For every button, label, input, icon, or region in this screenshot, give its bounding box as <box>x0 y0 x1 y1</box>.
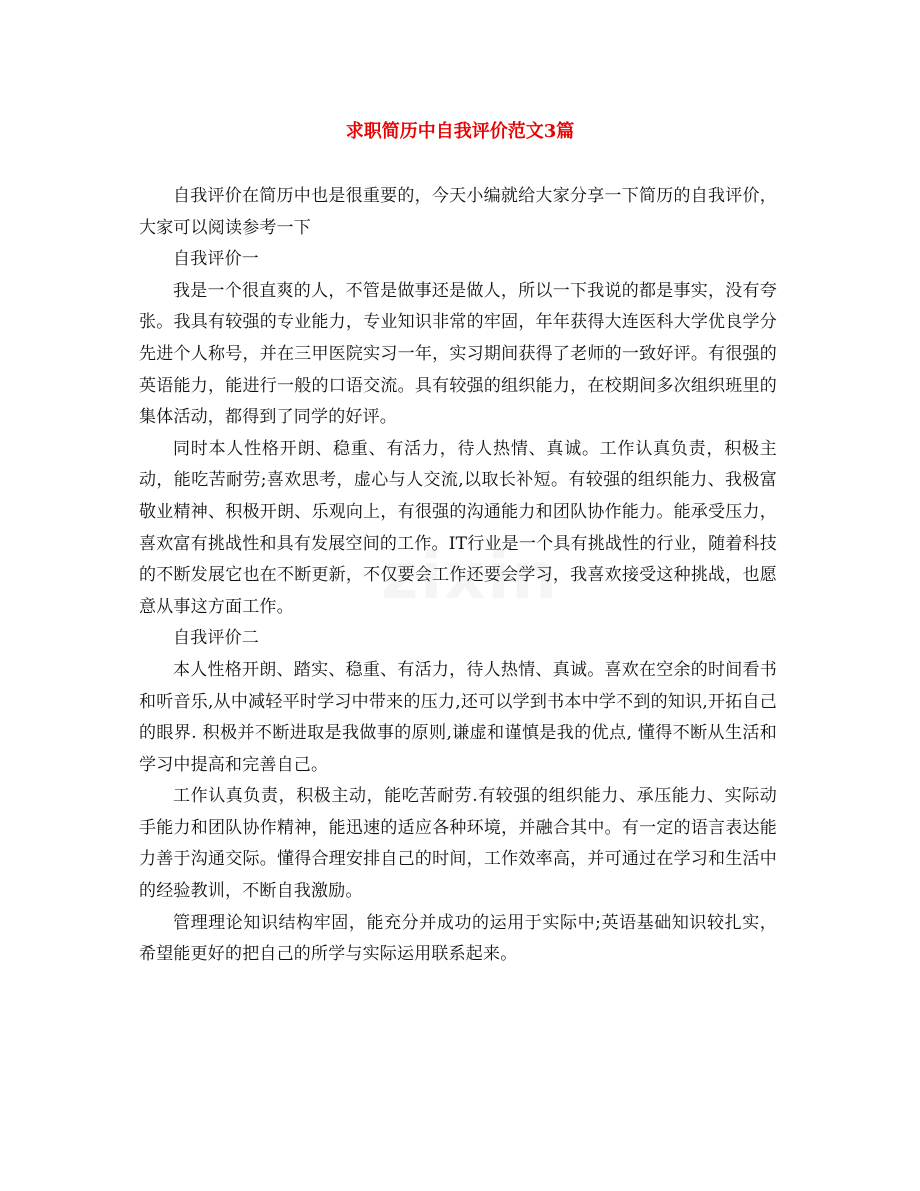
body-paragraph: 同时本人性格开朗、稳重、有活力，待人热情、真诚。工作认真负责，积极主动，能吃苦耐劳;喜欢思考，虚心与人交流,以取长补短。有较强的组织能力、我极富敬业精神、积极开朗、乐观向上，有很强的沟通能力和团队协作能力。能承受压力，喜欢富有挑战性和具有发展空间的工作。IT行业是一个具有挑战性的行业，随着科技的不断发展它也在不断更新，不仅要会工作还要会学习，我喜欢接受这种挑战，也愿意从事这方面工作。 <box>139 438 777 617</box>
intro-paragraph: 自我评价在简历中也是很重要的，今天小编就给大家分享一下简历的自我评价，大家可以阅读参考一下 <box>139 186 777 238</box>
body-paragraph: 管理理论知识结构牢固，能充分并成功的运用于实际中;英语基础知识较扎实，希望能更好的把自己的所学与实际运用联系起来。 <box>139 912 777 965</box>
body-paragraph: 本人性格开朗、踏实、稳重、有活力，待人热情、真诚。喜欢在空余的时间看书和听音乐,从中减轻平时学习中带来的压力,还可以学到书本中学不到的知识,开拓自己的眼界. 积极并不断进取是我做事的原则,谦虚和谨慎是我的优点, 懂得不断从生活和学习中提高和完善自己。 <box>139 659 777 775</box>
section-heading-one: 自我评价一 <box>173 249 259 270</box>
body-paragraph: 工作认真负责，积极主动，能吃苦耐劳.有较强的组织能力、承压能力、实际动手能力和团队协作精神，能迅速的适应各种环境，并融合其中。有一定的语言表达能力善于沟通交际。懂得合理安排自己的时间，工作效率高，并可通过在学习和生活中的经验教训，不断自我激励。 <box>139 786 777 902</box>
section-heading-two: 自我评价二 <box>173 628 259 649</box>
document-title: 求职简历中自我评价范文3篇 <box>345 121 575 142</box>
body-paragraph: 我是一个很直爽的人，不管是做事还是做人，所以一下我说的都是事实，没有夸张。我具有较强的专业能力，专业知识非常的牢固，年年获得大连医科大学优良学分先进个人称号，并在三甲医院实习一年，实习期间获得了老师的一致好评。有很强的英语能力，能进行一般的口语交流。具有较强的组织能力，在校期间多次组织班里的集体活动，都得到了同学的好评。 <box>139 280 777 428</box>
document-body <box>139 181 777 971</box>
